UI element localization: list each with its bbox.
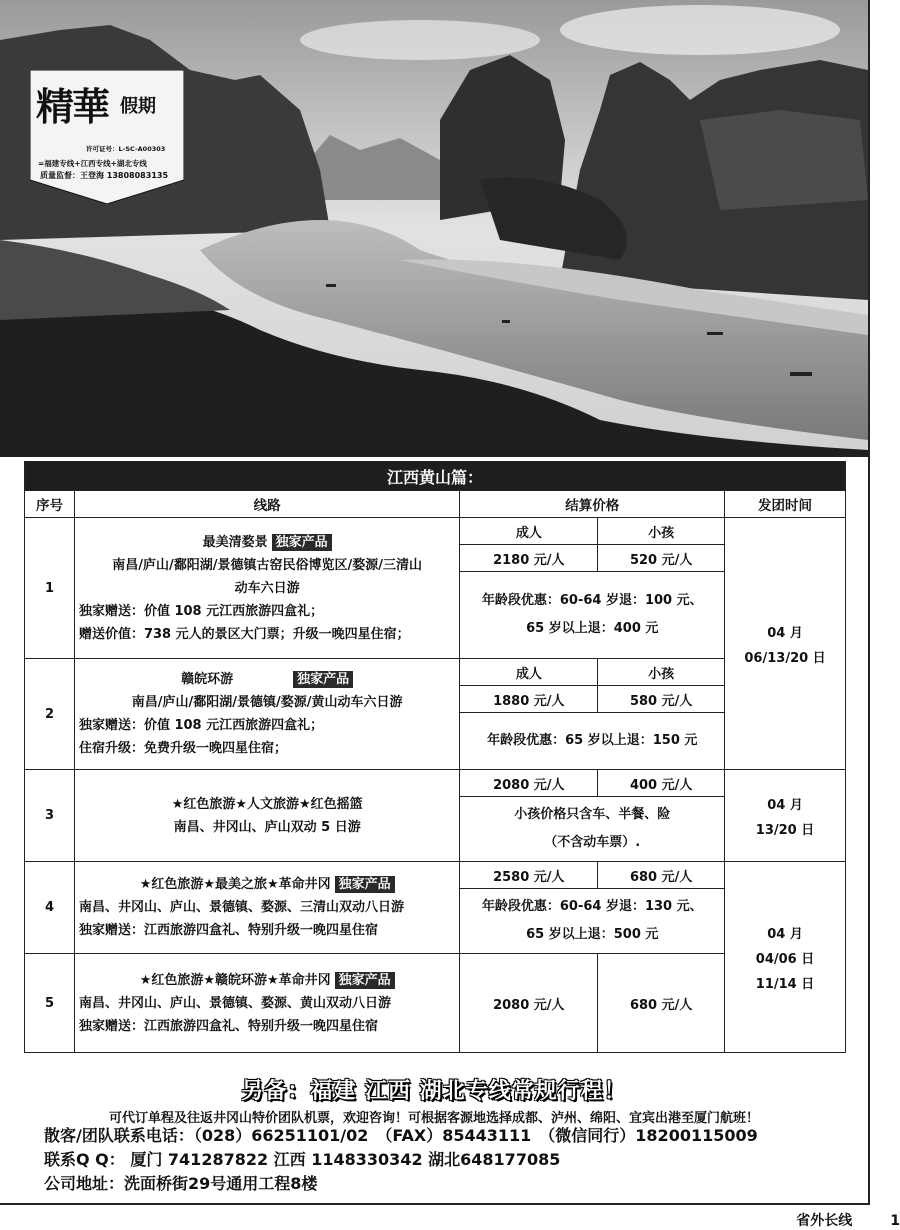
footer-title: 另备：福建 江西 湖北专线常规行程！ — [241, 1079, 627, 1104]
departure-date-group-1 — [725, 518, 846, 770]
route-gift: 独家赠送：江西旅游四盒礼、特别升级一晚四星住宿 — [78, 1018, 378, 1034]
note-line-1: 小孩价格只含车、半餐、险 — [514, 807, 671, 822]
contact-qq: 联系Q Q： 厦门 741287822 江西 1148330342 湖北648177085 — [44, 1150, 561, 1169]
exclusive-tag: 独家产品 — [272, 534, 332, 551]
child-price: 680 元/人 — [598, 954, 725, 1053]
brand-logo-mark: 精華 — [36, 84, 109, 129]
note-line-2: 65 岁以上退：500 元 — [526, 927, 659, 942]
table-row — [25, 770, 846, 797]
route-desc: 南昌、井冈山、庐山、景德镇、婺源、三清山双动八日游 — [78, 900, 404, 915]
route-title: ★红色旅游★最美之旅★革命井冈 — [139, 877, 331, 892]
footer-note: 可代订单程及往返井冈山特价团队机票，欢迎咨询！可根据客源地选择成都、泸州、绵阳、宜宾出港至厦门航班！ — [108, 1111, 759, 1126]
table-row — [25, 518, 846, 545]
route-title: ★红色旅游★赣皖环游★革命井冈 — [139, 972, 331, 988]
adult-price: 1880 元/人 — [460, 686, 598, 713]
page-number: 1 — [890, 1213, 900, 1229]
page-bottom-border — [0, 1203, 870, 1205]
route-cell — [74, 862, 459, 954]
departure-days: 04/06 日 — [755, 951, 815, 967]
age-discount-note: 年龄段优惠：65 岁以上退：150 元 — [460, 713, 725, 770]
route-desc: 南昌/庐山/鄱阳湖/景德镇古窑民俗博览区/婺源/三清山 — [112, 557, 423, 573]
brand-logo-badge — [30, 70, 184, 204]
departure-month: 04 月 — [767, 926, 803, 942]
route-gift: 独家赠送：江西旅游四盒礼、特别升级一晚四星住宿 — [78, 923, 378, 938]
age-discount-note — [460, 572, 725, 659]
route-title: ★红色旅游★人文旅游★红色摇篮 — [171, 796, 363, 812]
adult-price: 2080 元/人 — [460, 770, 598, 797]
adult-label: 成人 — [460, 659, 598, 686]
exclusive-tag: 独家产品 — [335, 876, 395, 893]
row-number: 3 — [25, 770, 75, 862]
route-desc: 南昌、井冈山、庐山、景德镇、婺源、黄山双动八日游 — [78, 995, 391, 1011]
quality-supervisor: 质量监督：王登海 13808083135 — [40, 171, 169, 180]
note-line-1: 年龄段优惠：60-64 岁退：130 元、 — [481, 899, 703, 914]
row-number: 2 — [25, 659, 75, 770]
route-cell — [74, 518, 459, 659]
departure-month: 04 月 — [767, 625, 803, 641]
child-price: 680 元/人 — [598, 862, 725, 889]
header-price: 结算价格 — [460, 491, 725, 518]
exclusive-tag: 独家产品 — [293, 671, 353, 688]
table-row — [25, 659, 846, 686]
departure-date-group-2 — [725, 770, 846, 862]
child-price: 520 元/人 — [598, 545, 725, 572]
route-gift-2: 赠送价值：738 元人的景区大门票；升级一晚四星住宿； — [78, 626, 410, 642]
departure-date-group-3 — [725, 862, 846, 1053]
route-desc-2: 动车六日游 — [234, 580, 300, 596]
departure-days-2: 11/14 日 — [755, 976, 815, 992]
route-gift-2: 住宿升级：免费升级一晚四星住宿； — [78, 741, 287, 756]
row-number: 1 — [25, 518, 75, 659]
footer — [0, 1074, 868, 1126]
contact-phone: 散客/团队联系电话：（028）66251101/02 （FAX）85443111 （微信同行）18200115009 — [44, 1126, 758, 1145]
route-cell — [74, 659, 459, 770]
note-line-2: （不含动车票）. — [544, 835, 641, 850]
adult-price: 2580 元/人 — [460, 862, 598, 889]
departure-days: 13/20 日 — [755, 822, 815, 838]
header-route: 线路 — [74, 491, 459, 518]
table-row — [25, 862, 846, 889]
itinerary-price-table — [24, 461, 846, 1053]
child-price: 400 元/人 — [598, 770, 725, 797]
child-label: 小孩 — [598, 518, 725, 545]
child-label: 小孩 — [598, 659, 725, 686]
row-number: 4 — [25, 862, 75, 954]
departure-month: 04 月 — [767, 797, 803, 813]
adult-price: 2180 元/人 — [460, 545, 598, 572]
note-line-1: 年龄段优惠：60-64 岁退：100 元、 — [481, 593, 703, 608]
adult-price: 2080 元/人 — [460, 954, 598, 1053]
table-row — [25, 954, 846, 1053]
contact-block — [44, 1124, 758, 1196]
departure-days: 06/13/20 日 — [744, 650, 826, 666]
page-footer — [796, 1210, 900, 1230]
landscape-illustration — [0, 0, 868, 457]
exclusive-tag: 独家产品 — [335, 972, 395, 989]
brand-lines: =福建专线+江西专线+湖北专线 — [38, 159, 147, 168]
child-price-note — [460, 797, 725, 862]
route-cell — [74, 770, 459, 862]
brand-subtitle: 假期 — [120, 96, 156, 117]
row-number: 5 — [25, 954, 75, 1053]
route-desc: 南昌、井冈山、庐山双动 5 日游 — [173, 819, 361, 835]
license-number: 许可证号：L-SC-A00303 — [86, 145, 166, 153]
route-desc: 南昌/庐山/鄱阳湖/景德镇/婺源/黄山动车六日游 — [131, 695, 403, 710]
header-no: 序号 — [25, 491, 75, 518]
adult-label: 成人 — [460, 518, 598, 545]
company-address: 公司地址：洗面桥街29号通用工程8楼 — [44, 1174, 318, 1193]
table-header-row — [25, 491, 846, 518]
route-title: 最美清婺景 — [202, 534, 268, 550]
child-price: 580 元/人 — [598, 686, 725, 713]
route-cell — [74, 954, 459, 1053]
note-line-2: 65 岁以上退：400 元 — [526, 621, 659, 636]
route-title: 赣皖环游 — [181, 672, 234, 687]
page-right-border — [868, 0, 870, 1205]
age-discount-note — [460, 889, 725, 954]
section-label: 省外长线 — [796, 1213, 853, 1229]
header-date: 发团时间 — [725, 491, 846, 518]
route-gift: 独家赠送：价值 108 元江西旅游四盒礼； — [78, 603, 324, 619]
table-title: 江西黄山篇： — [25, 462, 846, 491]
hero-landscape-photo — [0, 0, 868, 457]
route-gift: 独家赠送：价值 108 元江西旅游四盒礼； — [78, 718, 324, 733]
